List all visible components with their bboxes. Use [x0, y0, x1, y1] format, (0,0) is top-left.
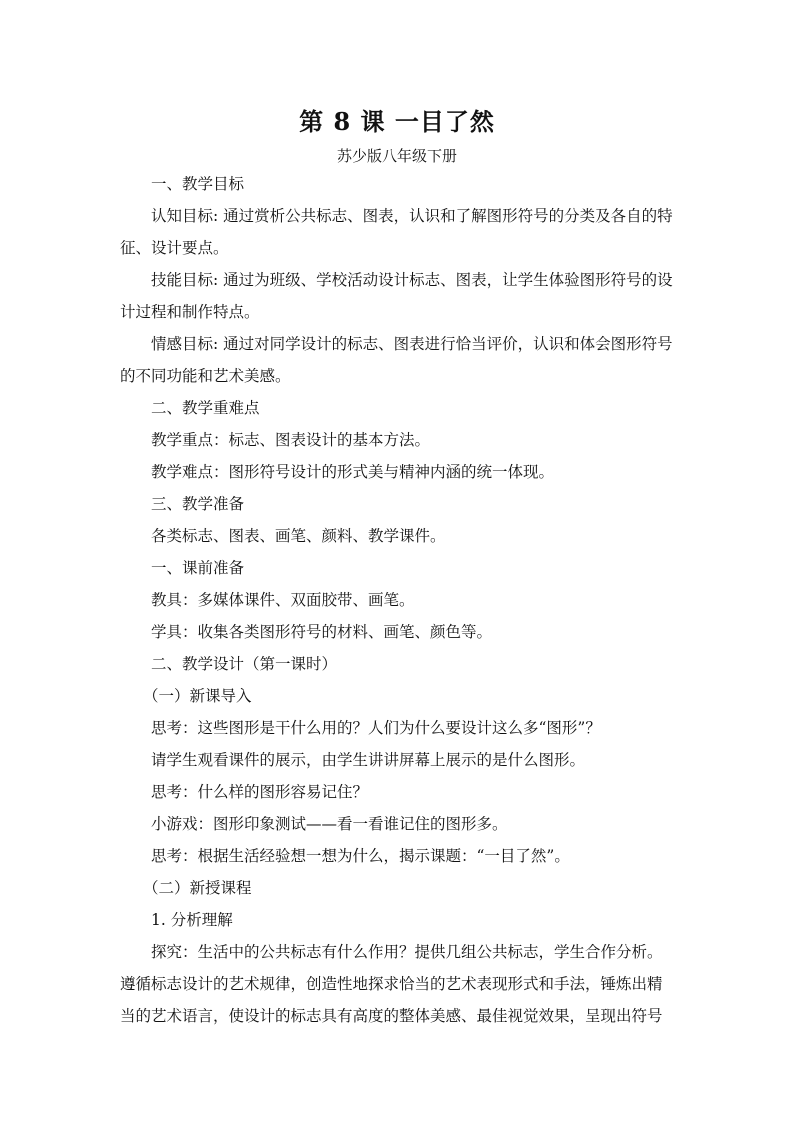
heading-teaching-goals: 一、教学目标: [151, 175, 245, 193]
paragraph-think-2: 思考：什么样的图形容易记住？: [151, 783, 369, 801]
page-subtitle: 苏少版八年级下册: [336, 147, 457, 165]
paragraph-key-point: 教学重点：标志、图表设计的基本方法。: [151, 431, 431, 449]
paragraph-explore: 探究：生活中的公共标志有什么作用？提供几组公共标志，学生合作分析。遵循标志设计的艺术规律，创造性地探求恰当的艺术表现形式和手法，锤炼出精当的艺术语言，使设计的标志具有高度的整体美感、最佳视觉效果，呈现出符号: [120, 943, 663, 1025]
paragraph-cognitive-goal: 认知目标: 通过赏析公共标志、图表，认识和了解图形符号的分类及各自的特征、设计要点。: [120, 207, 673, 257]
page-title: 第 8 课 一目了然: [299, 107, 495, 136]
subheading-new-lesson: （二）新授课程: [143, 879, 252, 897]
paragraph-analysis: 1. 分析理解: [151, 911, 233, 929]
paragraph-think-3: 思考：根据生活经验想一想为什么，揭示课题：“一目了然”。: [151, 847, 570, 865]
paragraph-student-tools: 学具：收集各类图形符号的材料、画笔、颜色等。: [151, 623, 493, 641]
paragraph-game: 小游戏：图形印象测试——看一看谁记住的图形多。: [151, 815, 508, 833]
paragraph-materials: 各类标志、图表、画笔、颜料、教学课件。: [151, 527, 446, 545]
paragraph-teacher-tools: 教具：多媒体课件、双面胶带、画笔。: [151, 591, 415, 609]
paragraph-difficult-point: 教学难点：图形符号设计的形式美与精神内涵的统一体现。: [151, 463, 555, 481]
document-body: [120, 168, 676, 1032]
heading-pre-class: 一、课前准备: [151, 559, 245, 577]
heading-key-points: 二、教学重难点: [151, 399, 260, 417]
paragraph-emotional-goal: 情感目标: 通过对同学设计的标志、图表进行恰当评价，认识和体会图形符号的不同功能和艺术美感。: [120, 335, 673, 385]
paragraph-think-1: 思考：这些图形是干什么用的？人们为什么要设计这么多“图形”？: [151, 719, 601, 737]
subheading-intro: （一）新课导入: [143, 687, 252, 705]
paragraph-watch: 请学生观看课件的展示，由学生讲讲屏幕上展示的是什么图形。: [151, 751, 586, 769]
heading-preparation: 三、教学准备: [151, 495, 245, 513]
paragraph-skill-goal: 技能目标: 通过为班级、学校活动设计标志、图表，让学生体验图形符号的设计过程和制作特点。: [120, 271, 673, 321]
heading-teaching-design: 二、教学设计（第一课时）: [151, 655, 338, 673]
